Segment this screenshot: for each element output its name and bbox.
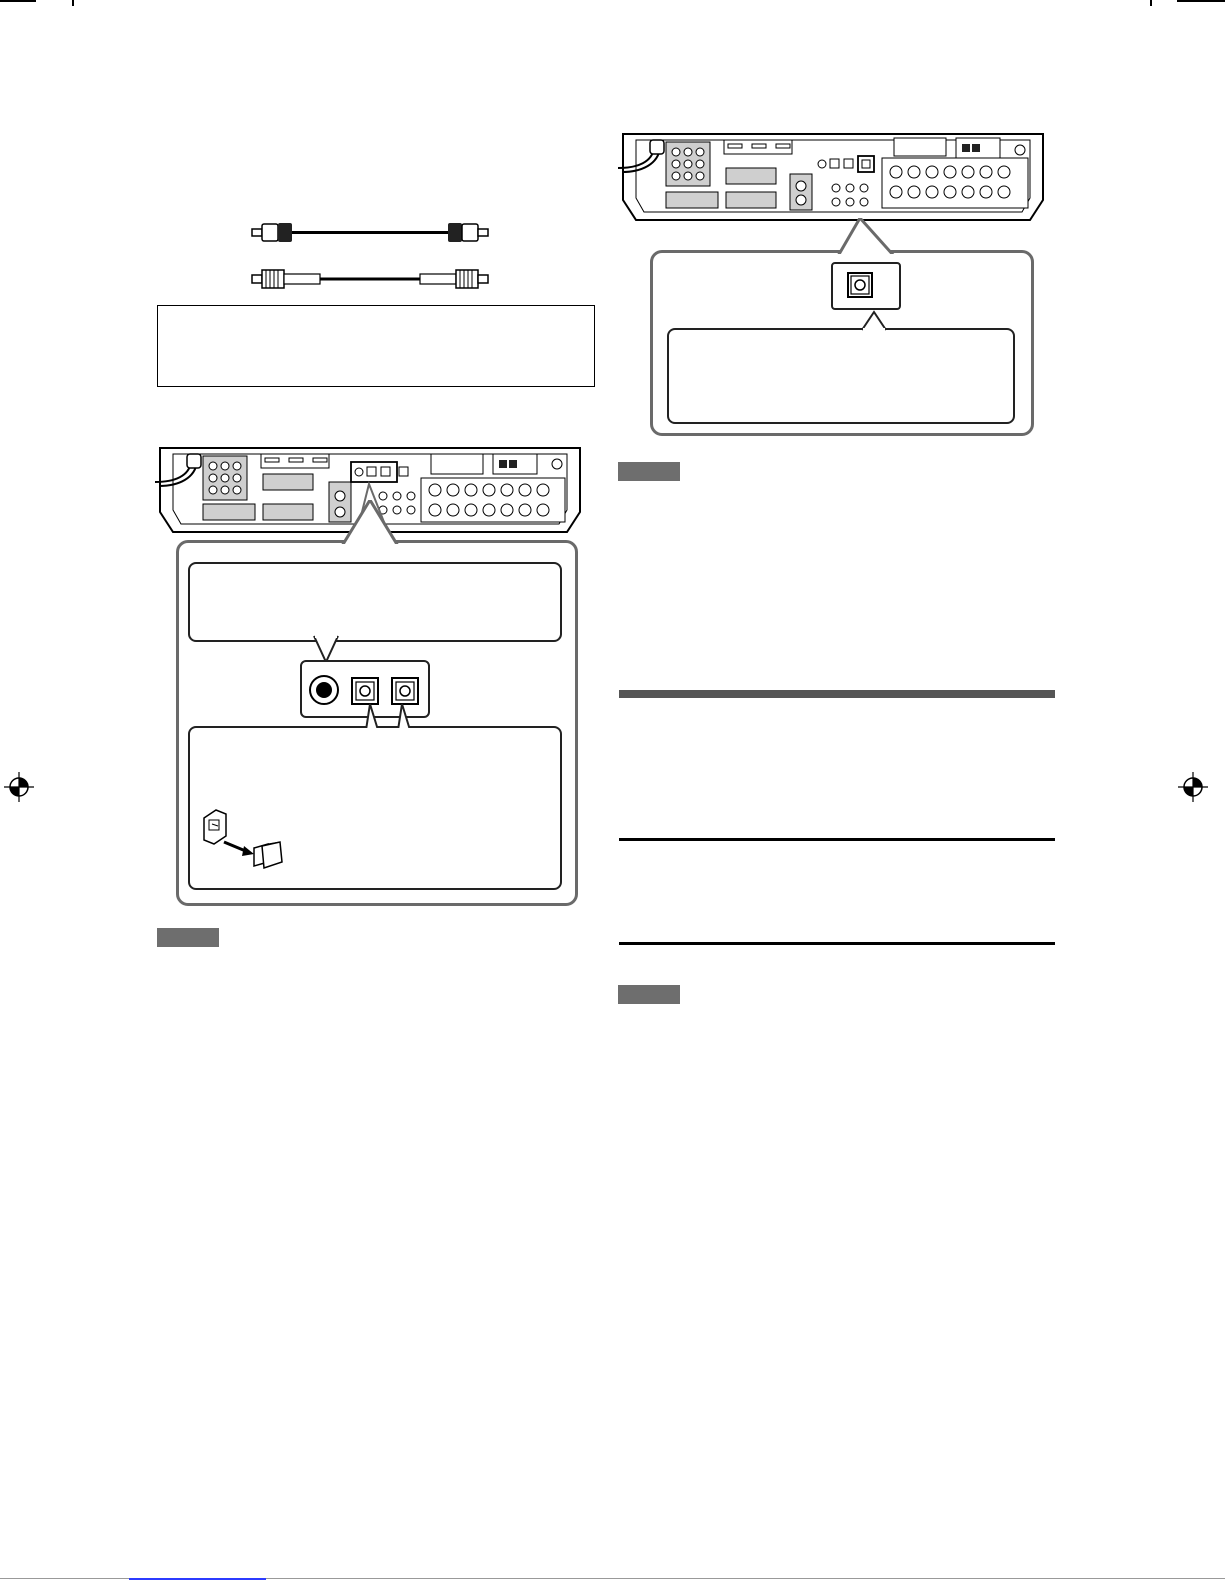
- crop-tick-top-left: [72, 0, 74, 6]
- coaxial-cable-icon: [250, 218, 490, 248]
- crop-line-top-left: [0, 0, 36, 2]
- registration-target-icon: [4, 772, 34, 802]
- section-rule: [619, 838, 1055, 841]
- callout-text-box-right: [667, 328, 1015, 424]
- crop-line-top-right: [1177, 0, 1225, 2]
- callout-pointer: [836, 218, 896, 258]
- section-rule: [619, 942, 1055, 945]
- crop-tick-top-right: [1150, 0, 1152, 6]
- notice-box: [157, 305, 595, 387]
- rear-panel-illustration-right: [618, 128, 1048, 258]
- optical-jack-icon: [846, 271, 874, 299]
- note-tag: [618, 462, 680, 481]
- registration-target-icon: [1178, 772, 1208, 802]
- note-tag: [618, 985, 680, 1004]
- dust-cap-removal-icon: [196, 806, 296, 878]
- text-box-pointer: [860, 310, 890, 332]
- text-box-pointer-double: [356, 700, 416, 732]
- note-tag: [157, 928, 219, 947]
- callout-pointer: [340, 500, 400, 548]
- footer-link-underline: [129, 1578, 266, 1580]
- coaxial-jack-icon: [306, 672, 342, 708]
- optical-cable-icon: [250, 266, 490, 292]
- callout-text-box-top: [188, 562, 562, 642]
- section-heading-rule-thick: [619, 690, 1055, 698]
